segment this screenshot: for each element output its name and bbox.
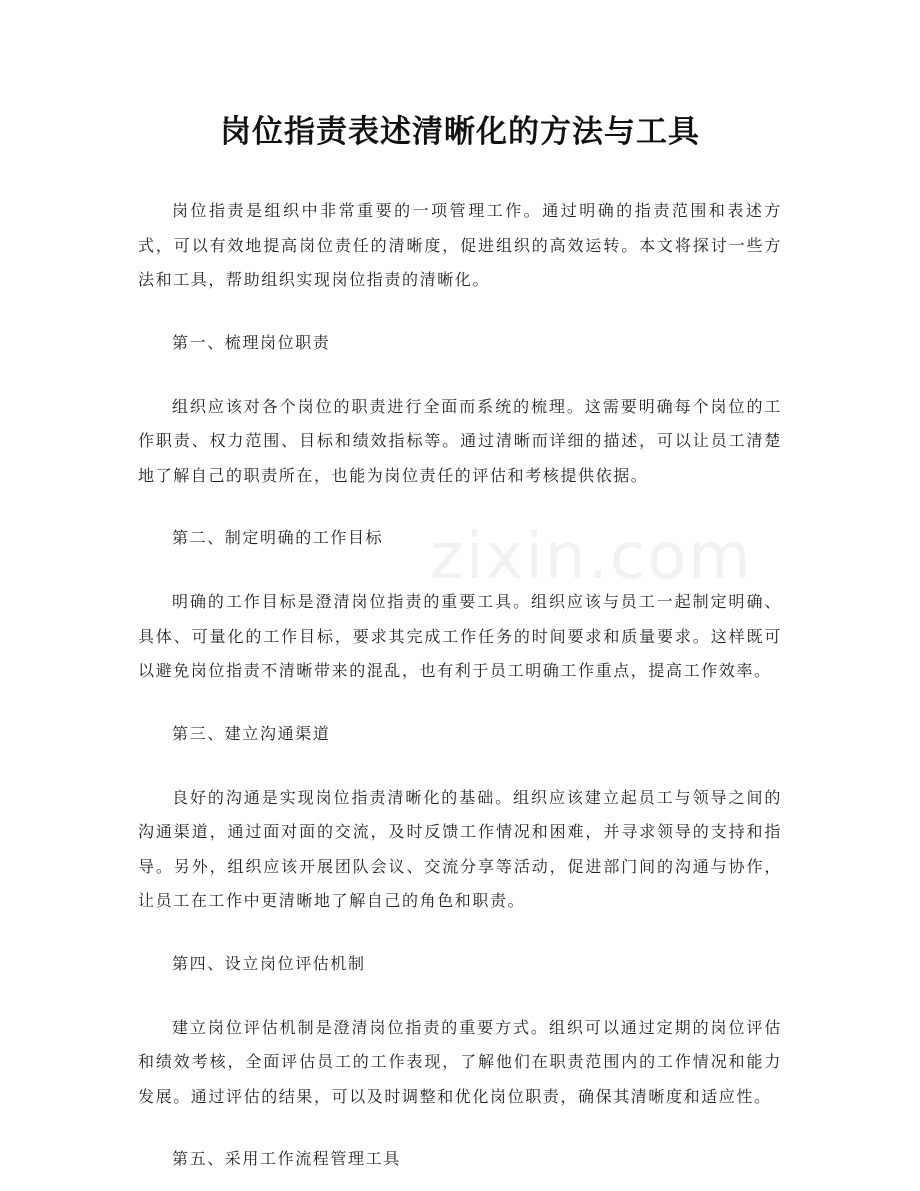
section-heading-3: 第三、建立沟通渠道	[172, 723, 331, 743]
section-body-4: 建立岗位评估机制是澄清岗位指责的重要方式。组织可以通过定期的岗位评估和绩效考核，全面评估员工的工作表现，了解他们在职责范围内的工作情况和能力发展。通过评估的结果，可以及时调整和优化岗位职责，确保其清晰度和适应性。	[138, 1017, 782, 1106]
intro-paragraph: 岗位指责是组织中非常重要的一项管理工作。通过明确的指责范围和表述方式，可以有效地提高岗位责任的清晰度，促进组织的高效运转。本文将探讨一些方法和工具，帮助组织实现岗位指责的清晰化。	[138, 201, 782, 289]
section-body-1: 组织应该对各个岗位的职责进行全面而系统的梳理。这需要明确每个岗位的工作职责、权力范围、目标和绩效指标等。通过清晰而详细的描述，可以让员工清楚地了解自己的职责所在，也能为岗位责任的评估和考核提供依据。	[138, 396, 782, 485]
section-heading-1: 第一、梳理岗位职责	[172, 332, 331, 352]
section-body-3: 良好的沟通是实现岗位指责清晰化的基础。组织应该建立起员工与领导之间的沟通渠道，通过面对面的交流，及时反馈工作情况和困难，并寻求领导的支持和指导。另外，组织应该开展团队会议、交流分享等活动，促进部门间的沟通与协作，让员工在工作中更清晰地了解自己的角色和职责。	[138, 787, 782, 910]
section-heading-4: 第四、设立岗位评估机制	[172, 953, 366, 973]
watermark: zixin.com	[430, 520, 753, 594]
section-body-2: 明确的工作目标是澄清岗位指责的重要工具。组织应该与员工一起制定明确、具体、可量化的工作目标，要求其完成工作任务的时间要求和质量要求。这样既可以避免岗位指责不清晰带来的混乱，也有利于员工明确工作重点，提高工作效率。	[138, 592, 782, 680]
section-heading-2: 第二、制定明确的工作目标	[172, 528, 384, 547]
document-title: 岗位指责表述清晰化的方法与工具	[220, 114, 700, 150]
section-heading-5: 第五、采用工作流程管理工具	[172, 1149, 401, 1168]
